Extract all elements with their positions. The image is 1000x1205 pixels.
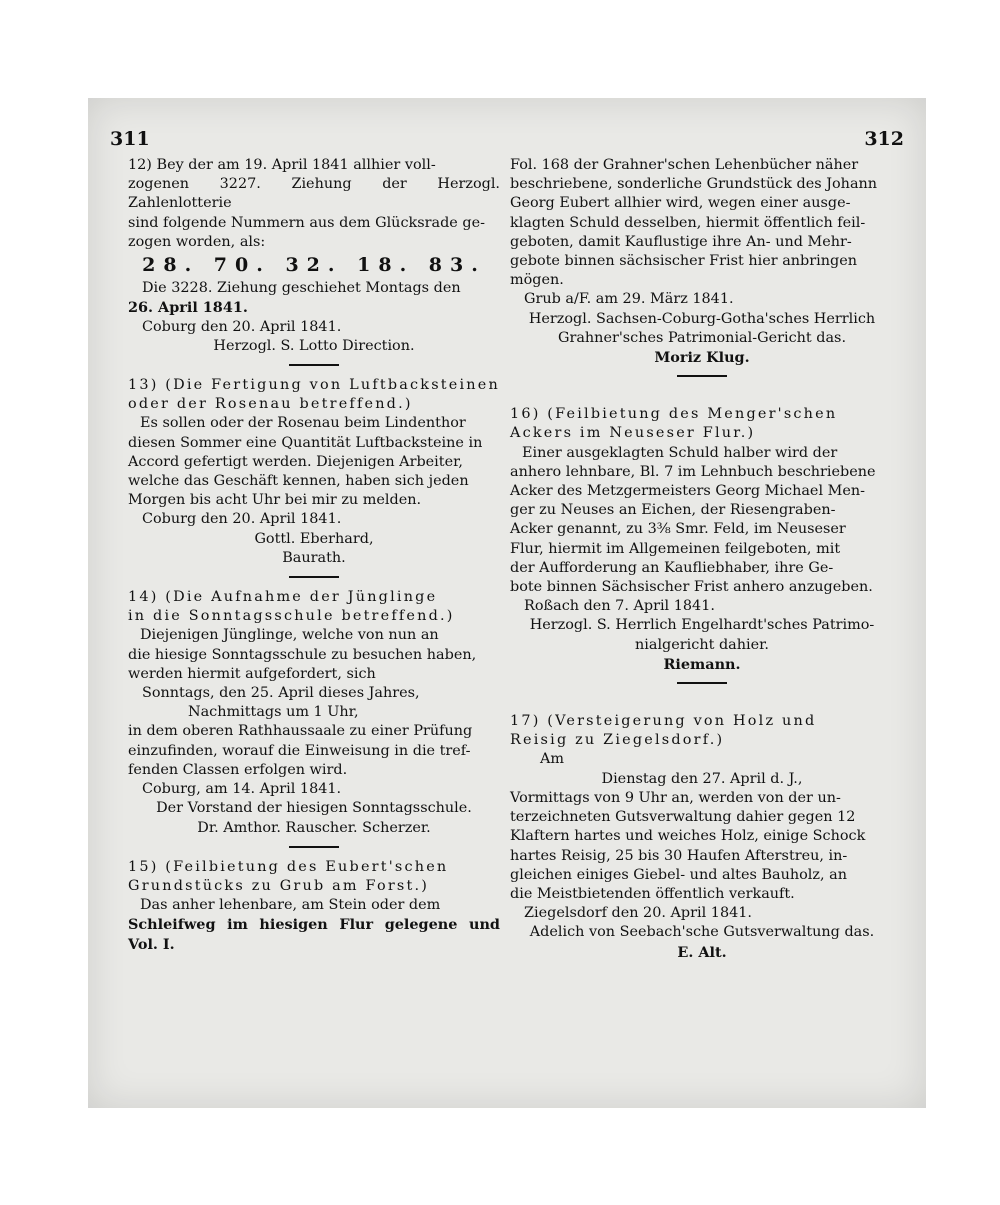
notice-signature: nialgericht dahier.	[635, 636, 769, 653]
text-line: Es sollen oder der Rosenau beim Lindenthor	[140, 415, 466, 432]
notice-date: Coburg, am 14. April 1841.	[142, 781, 342, 798]
right-column	[510, 156, 894, 962]
notice-title: 14) (Die Aufnahme der Jünglinge	[128, 589, 438, 606]
text-line: anhero lehnbare, Bl. 7 im Lehnbuch beschriebene	[510, 463, 876, 480]
text-line: werden hiermit aufgefordert, sich	[128, 665, 376, 682]
page-number-left: 311	[110, 128, 150, 150]
text-line: Am	[540, 751, 565, 768]
text-line: in dem oberen Rathhaussaale zu einer Prüfung	[128, 723, 473, 740]
text-line: Einer ausgeklagten Schuld halber wird der	[522, 444, 838, 461]
text-line: fenden Classen erfolgen wird.	[128, 761, 348, 778]
text-line: Sonntags, den 25. April dieses Jahres,	[142, 685, 420, 702]
text-line: sind folgende Nummern aus dem Glücksrade ge-	[128, 214, 485, 231]
notice-title: 13) (Die Fertigung von Luftbacksteinen	[128, 377, 500, 394]
notice-15-continued	[510, 156, 894, 367]
notice-title: Ackers im Neuseser Flur.)	[510, 425, 756, 442]
section-divider	[677, 682, 727, 684]
notice-signature: Der Vorstand der hiesigen Sonntagsschule.	[156, 800, 472, 817]
text-line: klagten Schuld desselben, hiermit öffentlich feil-	[510, 214, 866, 231]
text-line: geboten, damit Kauflustige ihre An- und Mehr-	[510, 233, 852, 250]
notice-title: Reisig zu Ziegelsdorf.)	[510, 732, 725, 749]
notice-signature: Gottl. Eberhard,	[254, 530, 374, 547]
notice-signature: Grahner'sches Patrimonial-Gericht das.	[557, 329, 847, 346]
text-line: Georg Eubert allhier wird, wegen einer ausge-	[510, 195, 851, 212]
text-line: Flur, hiermit im Allgemeinen feilgeboten, mit	[510, 540, 841, 557]
text-line: welche das Geschäft kennen, haben sich jeden	[128, 473, 469, 490]
text-line: Schleifweg im hiesigen Flur gelegene und Vol. I.	[128, 916, 500, 953]
text-line: ger zu Neuses an Eichen, der Riesengraben-	[510, 502, 836, 519]
text-line: Acker des Metzgermeisters Georg Michael Men-	[510, 483, 866, 500]
text-line: gleichen einiges Giebel- und altes Bauholz, an	[510, 866, 847, 883]
text-line: Dienstag den 27. April d. J.,	[601, 770, 803, 787]
notice-signature: Dr. Amthor. Rauscher. Scherzer.	[197, 819, 431, 836]
notice-date: Coburg den 20. April 1841.	[142, 511, 342, 528]
notice-date: Coburg den 20. April 1841.	[142, 318, 342, 335]
section-divider	[677, 375, 727, 377]
notice-date: Grub a/F. am 29. März 1841.	[524, 291, 734, 308]
notice-13	[128, 376, 500, 568]
notice-title: 17) (Versteigerung von Holz und	[510, 713, 817, 730]
text-line: diesen Sommer eine Quantität Luftbacksteine in	[128, 434, 483, 451]
notice-title: 15) (Feilbietung des Eubert'schen	[128, 858, 449, 875]
text-line: zogen worden, als:	[128, 233, 266, 250]
notice-16	[510, 405, 894, 674]
notice-title: oder der Rosenau betreffend.)	[128, 396, 413, 413]
text-line: Vormittags von 9 Uhr an, werden von der un-	[510, 789, 841, 806]
text-line: Diejenigen Jünglinge, welche von nun an	[140, 627, 439, 644]
text-line: Das anher lehenbare, am Stein oder dem	[140, 897, 441, 914]
notice-title: 16) (Feilbietung des Menger'schen	[510, 406, 838, 423]
text-line: beschriebene, sonderliche Grundstück des Johann	[510, 176, 878, 193]
text-line: Klaftern hartes und weiches Holz, einige Schock	[510, 828, 866, 845]
text-line: Nachmittags um 1 Uhr,	[188, 704, 359, 721]
page-number-right: 312	[864, 128, 904, 150]
text-line: gebote binnen sächsischer Frist hier anbringen	[510, 253, 858, 270]
notice-title: in die Sonntagsschule betreffend.)	[128, 608, 455, 625]
text-line: Acker genannt, zu 3⅜ Smr. Feld, im Neuseser	[510, 521, 846, 538]
lottery-numbers: 28. 70. 32. 18. 83.	[142, 254, 486, 277]
text-line: bote binnen Sächsischer Frist anhero anzugeben.	[510, 579, 873, 596]
notice-date: Roßach den 7. April 1841.	[524, 598, 715, 615]
text-line: Fol. 168 der Grahner'schen Lehenbücher näher	[510, 157, 859, 173]
text-line: Morgen bis acht Uhr bei mir zu melden.	[128, 492, 422, 509]
notice-signature: E. Alt.	[677, 943, 727, 961]
section-divider	[289, 364, 339, 366]
text-line: 26. April 1841.	[128, 299, 248, 317]
notice-15	[128, 858, 500, 954]
text-line: 12) Bey der am 19. April 1841 allhier voll-	[128, 157, 436, 173]
text-line: Die 3228. Ziehung geschiehet Montags den	[142, 280, 461, 297]
notice-signature: Herzogl. S. Herrlich Engelhardt'sches Patrimo-	[529, 617, 875, 634]
notice-12	[128, 156, 500, 356]
notice-14	[128, 588, 500, 838]
text-line: mögen.	[510, 272, 564, 289]
notice-date: Ziegelsdorf den 20. April 1841.	[524, 905, 752, 922]
text-line: die hiesige Sonntagsschule zu besuchen haben,	[128, 646, 477, 663]
text-line: einzufinden, worauf die Einweisung in die tref-	[128, 742, 471, 759]
notice-signature: Herzogl. S. Lotto Direction.	[213, 337, 415, 354]
notice-signature: Riemann.	[663, 655, 741, 673]
text-line: terzeichneten Gutsverwaltung dahier gegen 12	[510, 809, 856, 826]
notice-signature: Moriz Klug.	[654, 349, 750, 367]
text-line: die Meistbietenden öffentlich verkauft.	[510, 885, 795, 902]
notice-signature: Adelich von Seebach'sche Gutsverwaltung das.	[529, 924, 875, 941]
left-column	[128, 156, 500, 954]
section-divider	[289, 576, 339, 578]
notice-signature: Baurath.	[282, 549, 346, 566]
notice-17	[510, 712, 894, 962]
text-line: zogenen 3227. Ziehung der Herzogl. Zahlenlotterie	[128, 176, 500, 212]
notice-signature: Herzogl. Sachsen-Coburg-Gotha'sches Herrlich	[528, 310, 876, 327]
scanned-page	[88, 98, 926, 1108]
text-line: hartes Reisig, 25 bis 30 Haufen Afterstreu, in-	[510, 847, 848, 864]
text-line: der Aufforderung an Kaufliebhaber, ihre Ge-	[510, 559, 834, 576]
notice-title: Grundstücks zu Grub am Forst.)	[128, 877, 430, 894]
section-divider	[289, 846, 339, 848]
text-line: Accord gefertigt werden. Diejenigen Arbeiter,	[128, 453, 463, 470]
